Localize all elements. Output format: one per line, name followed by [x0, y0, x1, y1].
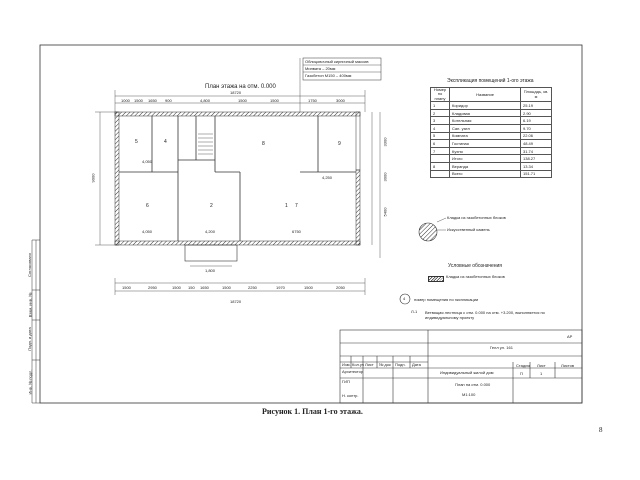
figure-caption: Рисунок 1. План 1-го этажа.: [262, 407, 363, 416]
stamp-object: Индивидуальный жилой дом: [440, 370, 494, 375]
legend-title: Условные обозначения: [448, 263, 503, 269]
masonry-legend-swatch: [428, 276, 444, 282]
right-dim-mid: 3000: [382, 172, 388, 182]
table-row: 3 Котельная 6.19: [431, 117, 552, 125]
wall-note-title: Облицовочный кирпичный массив: [305, 59, 369, 64]
table-row: 1 Коридор 25.19: [431, 102, 552, 110]
drawing-sheet: План этажа на отм. 0.000 18720 18720 9000 3300 3000 5400 1000 1500 1650 900 4,800 1500 1500 1750 3000 1500 2950 1500 150 1650 1500 2250 1970 1500 2050 4,050 4,200 6750 4,050 4,250 1,800 Облицовочный кирпичный массив Минвата – 20мм Газобетон М150 – 400мм 1 2 4 5 6 7 8 9 Экспликация помещений 1-ого этажа Номер по плану Название Площадь, кв. м 1 Коридор 25.19 2 Кладовая 2.90 3 Котельная 6.19 4 Сан. узел 9.70 5 Комната 22.06 6 Гостиная 48.49 7 Кухня 31.74 Итого 138.27 8 Веранда 13.34 Всего 151.71 Кладка из газобетонных блоков Искусственный камень Условные обозначения Кладка из газобетонных блоков 4 номер помещения по экспликации Л-1 Ветвящая лестница с отм. 0.000 на отм. +3.200, выполняется по индивидуальному проекту АР Гелл ул. 161 Индивидуальный жилой дом План на отм. 0.000 М1:100 Стадия Лист Листов П 1 Изм. Кол.уч Лист № док Подп. Дата Архитектор ГИП Н. контр. Инв. № подл. Подп. и дата Взам. инв. № Согласовано Рисунок 1. План 1-го этажа. 8: [0, 0, 640, 480]
legend-top-item2: Искусственный камень: [447, 227, 490, 232]
legend-marker-text: номер помещения по экспликации: [414, 297, 479, 302]
table-row: 6 Гостиная 48.49: [431, 140, 552, 148]
table-row: 2 Кладовая 2.90: [431, 109, 552, 117]
overall-dim-bottom: 18720: [230, 299, 242, 304]
explication-title: Экспликация помещений 1-ого этажа: [447, 78, 534, 84]
legend-note-label: Л-1: [411, 309, 418, 314]
wall-note-line1: Минвата – 20мм: [305, 66, 336, 71]
plan-title: План этажа на отм. 0.000: [205, 84, 276, 90]
legend-top-item1: Кладка из газобетонных блоков: [447, 215, 506, 220]
table-row: 8 Веранда 13.34: [431, 162, 552, 170]
stamp-code: АР: [567, 334, 573, 339]
masonry-symbol: [419, 223, 437, 241]
stamp-scale: М1:100: [462, 392, 476, 397]
right-dim-top: 3300: [382, 137, 388, 147]
interior-walls: [119, 116, 356, 241]
page-number: 8: [599, 426, 603, 434]
staircase: [198, 134, 213, 154]
legend-item1: Кладка из газобетонных блоков: [446, 274, 505, 279]
table-row: 5 Комната 22.06: [431, 132, 552, 140]
stamp-project: Гелл ул. 161: [490, 345, 513, 350]
table-row: Всего 151.71: [431, 170, 552, 178]
explication-table: Номер по плану Название Площадь, кв. м 1 Коридор 25.19 2 Кладовая 2.90 3 Котельная 6.19 4 Сан. узел 9.70 5 Комната 22.06 6 Гостиная 48.49 7 Кухня 31.74 Итого 138.27 8 Веранда 13.34 Всего 151.71: [430, 87, 552, 178]
right-dim-bottom: 5400: [382, 207, 388, 217]
overall-dim: 18720: [230, 90, 242, 95]
legend-marker: 4: [403, 296, 406, 301]
legend-note-text: Ветвящая лестница с отм. 0.000 на отм. +3.200, выполняется по индивидуальному проекту: [425, 310, 545, 321]
porch: [185, 245, 237, 261]
wall-note-line2: Газобетон М150 – 400мм: [305, 73, 352, 78]
left-dim: 9000: [90, 173, 96, 183]
table-row: 4 Сан. узел 9.70: [431, 124, 552, 132]
table-row: Итого 138.27: [431, 155, 552, 163]
stamp-sheet-title: План на отм. 0.000: [455, 382, 491, 387]
table-row: 7 Кухня 31.74: [431, 147, 552, 155]
